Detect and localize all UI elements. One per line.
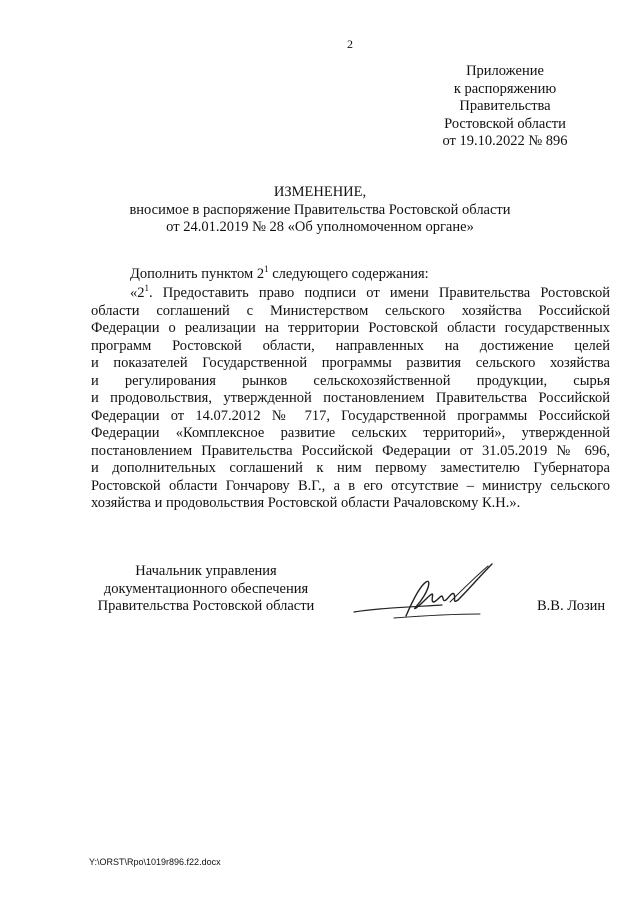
appendix-line: Ростовской области (444, 115, 566, 132)
signatory-position-line: Правительства Ростовской области (97, 598, 315, 614)
appendix-header (430, 63, 580, 151)
body-line: и показателей Государственной программы развития сельского хозяйства (91, 355, 610, 371)
body-paragraph (91, 285, 610, 513)
handwritten-signature (350, 558, 510, 628)
intro-text-end: следующего содержания: (268, 266, 429, 282)
body-line (91, 285, 610, 303)
signatory-position (90, 563, 322, 616)
page-number: 2 (347, 37, 353, 51)
intro-paragraph (130, 266, 429, 284)
body-line: и дополнительных соглашений к ним первому заместителю Губернатора (91, 460, 610, 476)
appendix-line: от 19.10.2022 № 896 (442, 133, 568, 149)
signatory-position-line: Начальник управления (135, 563, 277, 579)
body-superscript: 1 (144, 283, 149, 293)
body-line: Федерации о реализации на территории Ростовской области государственных (91, 320, 610, 336)
body-first-text-end: . Предоставить право подписи от имени Правительства Ростовской (149, 285, 610, 301)
body-first-text: «2 (130, 285, 145, 301)
body-line: и регулирования рынков сельскохозяйственной продукции, сырья (91, 372, 610, 389)
title-heading: ИЗМЕНЕНИЕ, (273, 184, 367, 200)
appendix-line: Приложение (466, 63, 544, 79)
body-line: Федерации «Комплексное развитие сельских территорий», утвержденной (91, 425, 610, 441)
body-line: Федерации от 14.07.2012 № 717, Государственной программы Российской (91, 407, 610, 424)
appendix-line: к распоряжению (453, 80, 557, 97)
body-line: хозяйства и продовольствия Ростовской области Рачаловскому К.Н.». (91, 495, 521, 511)
document-title (90, 184, 550, 237)
body-line: постановлением Правительства Российской Федерации от 31.05.2019 № 696, (91, 442, 610, 459)
intro-superscript: 1 (264, 264, 269, 274)
body-line: и продовольствия, утвержденной постановлением Правительства Российской (91, 390, 610, 406)
body-line: Ростовской области Гончарову В.Г., а в его отсутствие – министру сельского (91, 477, 610, 494)
signatory-position-line: документационного обеспечения (103, 580, 309, 597)
file-path: Y:\ORST\Rpo\1019r896.f22.docx (89, 857, 221, 867)
appendix-line: Правительства (459, 98, 551, 114)
signer-name: В.В. Лозин (537, 598, 606, 614)
title-subtitle-line: вносимое в распоряжение Правительства Ростовской области (129, 201, 511, 218)
intro-text: Дополнить пунктом 2 (130, 266, 265, 282)
body-line: области соглашений с Министерством сельского хозяйства Российской (91, 302, 610, 319)
body-line: программ Ростовской области, направленных на достижение целей (91, 337, 610, 354)
title-subtitle-line: от 24.01.2019 № 28 «Об уполномоченном органе» (166, 219, 474, 235)
